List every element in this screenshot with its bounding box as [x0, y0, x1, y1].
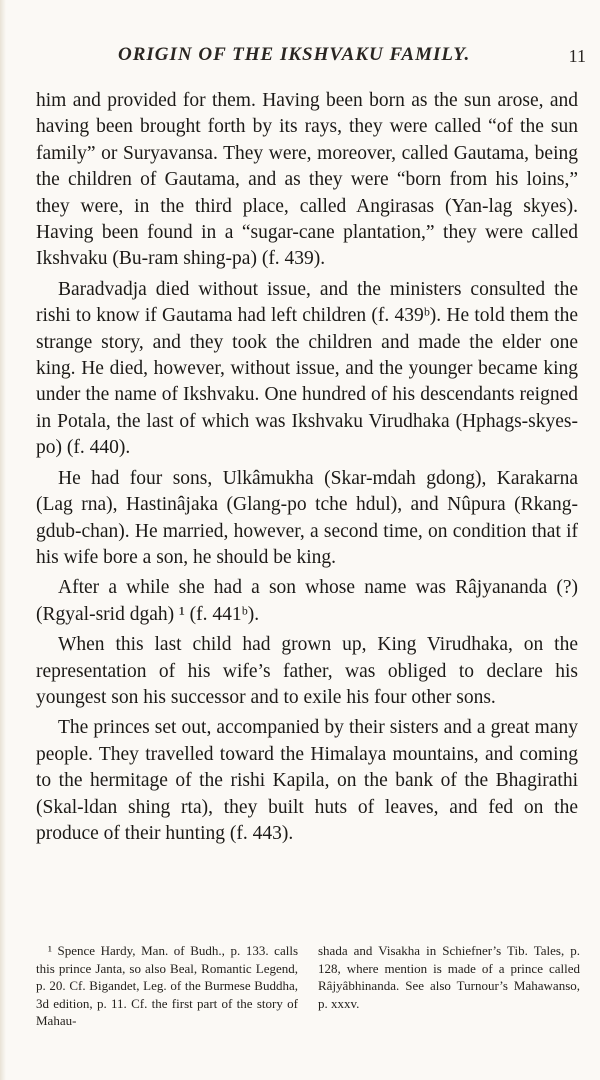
paragraph-3: He had four sons, Ulkâmukha (Skar-mdah gdong), Karakarna (Lag rna), Hastinâjaka (Glang-po tche hdul), and Nûpura (Rkang-gdub-chan). He married, however, a second time, on condition that if his wife bore a son, he should be king.: [36, 467, 578, 568]
footnote-1-continuation: shada and Visakha in Schiefner’s Tib. Tales, p. 128, where mention is made of a prince called Râjyâbhinanda. See also Turnour’s Mahawanso, p. xxxv.: [318, 943, 580, 1011]
footnote-column-right: [318, 942, 580, 1030]
scan-edge-shadow: [0, 0, 6, 1080]
paragraph-6: The princes set out, accompanied by their sisters and a great many people. They travelled toward the Himalaya mountains, and coming to the hermitage of the rishi Kapila, on the bank of the Bhagirathi (Skal-ldan shing rta), they built huts of leaves, and fed on the produce of their hunting (f. 443).: [36, 717, 578, 844]
paragraph-1: him and provided for them. Having been born as the sun arose, and having been brought forth by its rays, they were called “of the sun family” or Suryavansa. They were, moreover, called Gautama, being the children of Gautama, and as they were “born from his loins,” they were, in the third place, called Angirasas (Yan-lag skyes). Having been found in a “sugar-cane plantation,” they were called Ikshvaku (Bu-ram shing-pa) (f. 439).: [36, 90, 578, 270]
page-header: [0, 44, 600, 78]
footnotes: [36, 942, 580, 1030]
body-text: [36, 88, 578, 851]
page-number: 11: [568, 46, 586, 66]
running-head: ORIGIN OF THE IKSHVAKU FAMILY.: [118, 44, 471, 65]
footnote-1-text: ¹ Spence Hardy, Man. of Budh., p. 133. calls this prince Janta, so also Beal, Romantic Legend, p. 20. Cf. Bigandet, Leg. of the Burmese Buddha, 3d edition, p. 11. Cf. the first part of the story of Mahau-: [36, 943, 298, 1028]
paragraph-2: Baradvadja died without issue, and the ministers consulted the rishi to know if Gautama had left children (f. 439ᵇ). He told them the strange story, and they took the children and made the elder one king. He died, however, without issue, and the younger became king under the name of Ikshvaku. One hundred of his descendants reigned in Potala, the last of which was Ikshvaku Virudhaka (Hphags-skyes-po) (f. 440).: [36, 278, 578, 459]
paragraph-5: When this last child had grown up, King Virudhaka, on the representation of his wife’s father, was obliged to declare his youngest son his successor and to exile his four other sons.: [36, 634, 578, 708]
footnote-column-left: [36, 942, 298, 1030]
paragraph-4: After a while she had a son whose name was Râjyananda (?) (Rgyal-srid dgah) ¹ (f. 441ᵇ).: [36, 577, 578, 625]
